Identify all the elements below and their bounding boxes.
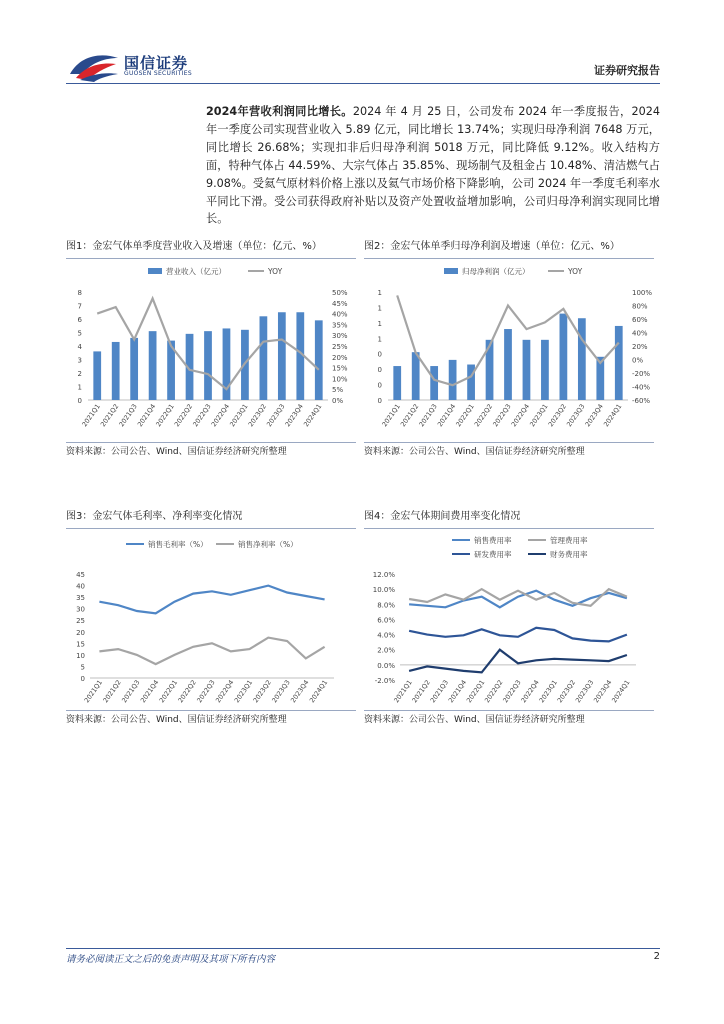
figure-1 [66,238,356,462]
y-tick: 5 [80,663,85,672]
legend-bar-label: 归母净利润（亿元） [462,267,530,276]
figure-2-title: 图2：金宏气体单季归母净利润及增速（单位：亿元、%） [364,238,654,259]
company-name-cn: 国信证券 [124,54,189,72]
y-tick: 35 [76,594,85,603]
figure-4-source: 资料来源：公司公告、Wind、国信证券经济研究所整理 [364,710,654,728]
page-number: 2 [653,951,660,962]
legend-label: 销售毛利率（%） [148,540,208,549]
y-right-tick: 50% [332,289,348,297]
y-tick: 12.0% [372,571,395,579]
bar [412,352,420,400]
x-tick-label: 2022Q1 [454,402,476,429]
x-tick-label: 2021Q1 [392,678,414,705]
y-left-tick: 5 [77,329,82,338]
x-tick-label: 2023Q4 [283,402,305,429]
x-tick-label: 2022Q3 [191,402,213,429]
bar [449,360,457,400]
x-tick-label: 2023Q4 [289,678,311,705]
y-right-tick: 0% [332,397,344,405]
x-tick-label: 2024Q1 [610,678,632,705]
y-left-tick: 1 [377,319,382,328]
y-left-tick: 1 [377,304,382,313]
y-right-tick: 25% [332,343,348,351]
x-tick-label: 2021Q3 [428,678,451,705]
y-tick: 10.0% [372,586,395,595]
figure-3-title: 图3：金宏气体毛利率、净利率变化情况 [66,508,356,529]
series-line [409,628,627,642]
y-left-tick: 1 [377,335,382,344]
legend-label: 管理费用率 [550,536,588,545]
legend-line-label: YOY [568,267,583,276]
y-left-tick: 1 [377,289,382,297]
y-right-tick: 20% [632,343,648,351]
guosen-logo [66,48,206,84]
legend-bar-swatch [148,268,162,274]
x-tick-label: 2021Q3 [120,678,142,705]
y-right-tick: 40% [332,310,348,319]
x-tick-label: 2023Q1 [228,402,250,429]
x-tick-label: 2021Q4 [135,402,158,429]
y-right-tick: 0% [632,356,644,365]
bar [278,312,286,400]
y-right-tick: 30% [332,332,348,341]
bar [578,318,586,400]
x-tick-label: 2022Q2 [472,402,495,429]
x-tick-label: 2024Q1 [302,402,324,429]
x-tick-label: 2023Q4 [592,678,614,705]
x-tick-label: 2023Q4 [583,402,605,429]
figure-3 [66,508,356,732]
bar [112,342,120,400]
x-tick-label: 2021Q2 [101,678,123,705]
x-tick-label: 2021Q4 [435,402,458,429]
x-tick-label: 2021Q2 [98,402,121,429]
y-tick: 0.0% [377,661,395,670]
y-tick: 6.0% [377,616,395,625]
x-tick-label: 2021Q4 [446,678,469,705]
x-tick-label: 2022Q4 [509,402,532,429]
summary-lead: 2024年营收利润同比增长。 [206,105,353,118]
bar [615,326,623,400]
x-tick-label: 2023Q1 [232,678,255,705]
bar [393,366,401,400]
x-tick-label: 2023Q2 [251,678,273,705]
y-left-tick: 6 [77,316,82,324]
figure-3-chart [66,530,356,712]
x-tick-label: 2021Q1 [80,402,102,429]
y-left-tick: 0 [377,397,382,405]
series-line [99,638,324,665]
report-type: 证券研究报告 [594,64,660,77]
x-tick-label: 2022Q4 [209,402,232,429]
bar [560,314,568,400]
y-tick: 8.0% [377,601,395,610]
y-right-tick: -60% [632,397,651,405]
footer-rule [66,948,660,949]
x-tick-label: 2023Q3 [565,402,587,429]
y-tick: 20 [76,628,85,637]
y-tick: 40 [76,582,85,591]
bar [204,331,212,400]
bar [260,316,268,400]
legend-label: 财务费用率 [550,550,588,559]
legend-line-label: YOY [268,267,283,276]
y-left-tick: 3 [77,356,82,365]
x-tick-label: 2022Q3 [501,678,523,705]
y-tick: 4.0% [377,631,395,640]
summary-body: 2024 年 4 月 25 日，公司发布 2024 年一季度报告，2024 年一季度公司实现营业收入 5.89 亿元，同比增长 13.74%；实现归母净利润 7648 万元，同比增长 26.68%；实现扣非后归母净利润 5018 万元，同比降低 9.12%。收入结构方面，特种气体占 44.59%、大宗气体占 35.85%、现场制气及租金占 10.48%、清洁燃气占 9.08%。受氦气原材料价格上涨以及氦气市场价格下降影响，公司 2024 年一季度毛利率水平同比下滑。受公司获得政府补贴以及资产处置收益增加影响，公司归母净利润实现同比增长。 [206,105,661,226]
x-tick-label: 2023Q2 [546,402,569,429]
x-tick-label: 2023Q1 [537,678,559,705]
x-tick-label: 2023Q3 [265,402,287,429]
x-tick-label: 2021Q3 [417,402,439,429]
y-tick: -2.0% [374,677,395,685]
bar [130,338,138,400]
y-right-tick: 60% [632,316,648,324]
legend-label: 销售净利率（%） [238,540,298,549]
figure-4 [364,508,654,732]
bar [93,351,101,400]
figure-1-source: 资料来源：公司公告、Wind、国信证券经济研究所整理 [66,442,356,460]
figure-2-chart [364,260,660,442]
series-line [99,586,324,614]
figure-1-title: 图1：金宏气体单季度营业收入及增速（单位：亿元、%） [66,238,356,259]
y-right-tick: 10% [332,375,348,384]
bar [504,329,512,400]
x-tick-label: 2022Q2 [483,678,505,705]
x-tick-label: 2021Q2 [410,678,432,705]
footer-disclaimer: 请务必阅读正文之后的免责声明及其项下所有内容 [66,954,276,965]
figure-1-chart [66,260,356,442]
y-right-tick: 45% [332,299,348,308]
y-tick: 30 [76,605,85,614]
y-left-tick: 2 [77,370,82,378]
y-right-tick: 5% [332,386,344,395]
x-tick-label: 2022Q1 [157,678,180,705]
legend-bar-swatch [444,268,458,274]
y-tick: 15 [76,640,85,649]
x-tick-label: 2021Q1 [380,402,402,429]
bar [149,331,157,400]
x-tick-label: 2022Q4 [519,678,541,705]
y-right-tick: 20% [332,353,348,362]
summary-paragraph [206,103,660,228]
x-tick-label: 2021Q4 [138,678,161,705]
company-name-en: GUOSEN SECURITIES [124,70,193,77]
x-tick-label: 2022Q3 [195,678,217,705]
legend-label: 研发费用率 [474,550,512,559]
x-tick-label: 2024Q1 [307,678,330,705]
x-tick-label: 2023Q3 [573,678,596,705]
x-tick-label: 2021Q2 [398,402,421,429]
y-right-tick: -40% [632,383,651,392]
figure-4-chart [364,530,660,712]
y-left-tick: 7 [77,302,82,311]
x-tick-label: 2022Q1 [154,402,176,429]
x-tick-label: 2022Q2 [176,678,198,705]
y-tick: 25 [76,617,85,626]
y-right-tick: -20% [632,370,651,378]
y-left-tick: 0 [377,381,382,390]
y-tick: 0 [80,675,85,683]
y-right-tick: 80% [632,302,648,311]
y-tick: 45 [76,571,85,579]
y-left-tick: 4 [77,343,82,351]
y-left-tick: 8 [77,289,82,297]
y-right-tick: 40% [632,329,648,338]
x-tick-label: 2023Q2 [246,402,269,429]
x-tick-label: 2022Q1 [464,678,487,705]
x-tick-label: 2021Q3 [117,402,139,429]
legend-label: 销售费用率 [474,536,512,545]
bar [315,320,323,400]
series-line [409,591,627,608]
x-tick-label: 2024Q1 [602,402,624,429]
header-rule [66,83,660,84]
page-header [66,48,660,84]
x-tick-label: 2022Q4 [214,678,236,705]
y-right-tick: 15% [332,364,348,373]
y-tick: 2.0% [377,646,395,655]
x-tick-label: 2021Q1 [82,678,105,705]
figure-2 [364,238,654,462]
y-right-tick: 100% [632,289,653,297]
bar [430,366,438,400]
x-tick-label: 2023Q1 [528,402,550,429]
x-tick-label: 2023Q3 [270,678,292,705]
series-line [409,650,627,673]
bar [523,340,531,400]
legend-bar-label: 营业收入（亿元） [166,267,226,276]
x-tick-label: 2023Q2 [555,678,578,705]
y-left-tick: 1 [77,383,82,392]
y-right-tick: 35% [332,321,348,330]
bar [541,340,549,400]
figure-4-title: 图4：金宏气体期间费用率变化情况 [364,508,654,529]
y-left-tick: 0 [77,397,82,405]
guosen-logo-icon [66,48,122,84]
x-tick-label: 2022Q3 [491,402,513,429]
y-tick: 10 [76,651,85,660]
figure-2-source: 资料来源：公司公告、Wind、国信证券经济研究所整理 [364,442,654,460]
y-left-tick: 0 [377,366,382,375]
x-tick-label: 2022Q2 [172,402,195,429]
figure-3-source: 资料来源：公司公告、Wind、国信证券经济研究所整理 [66,710,356,728]
y-left-tick: 0 [377,350,382,359]
